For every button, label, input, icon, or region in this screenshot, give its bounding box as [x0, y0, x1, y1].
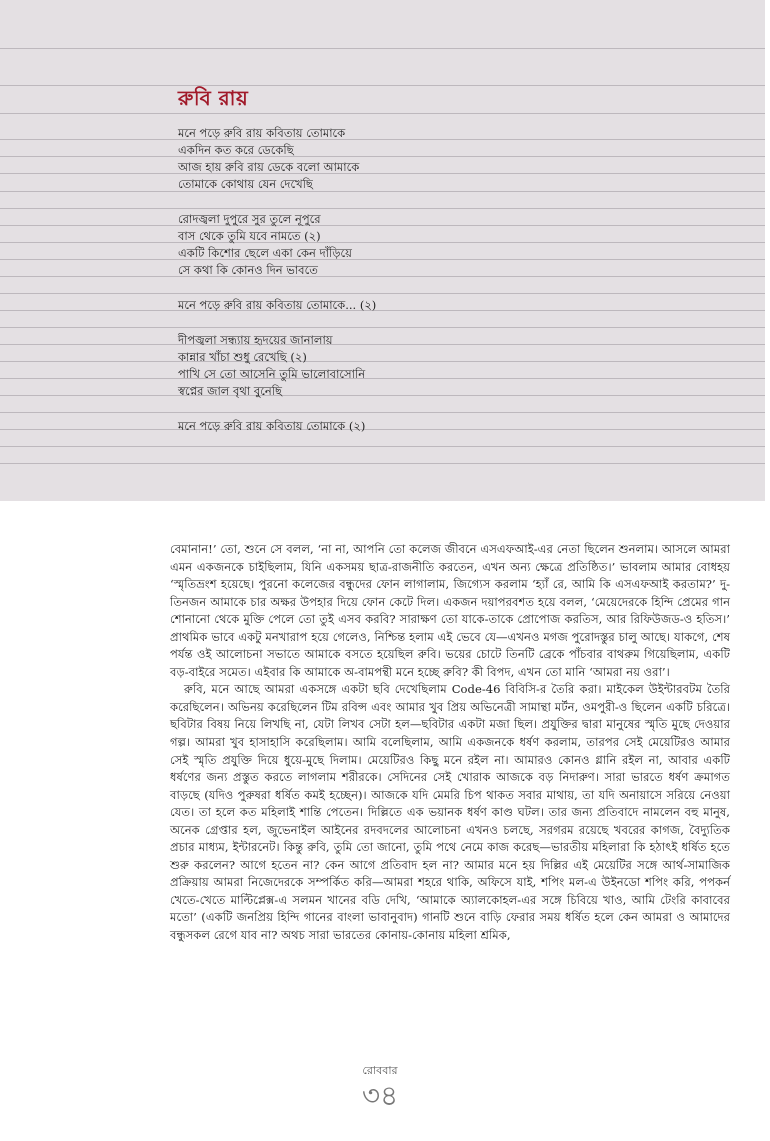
article-paragraph: বেমানান!’ তো, শুনে সে বলল, ‘না না, আপনি তো কলেজ জীবনে এসএফআই-এর নেতা ছিলেন শুনলাম। আসলে আমরা এমন একজনকে চাইছিলাম, যিনি একসময় ছাত্র-রাজনীতি করতেন, এখন অন্য ক্ষেত্রে প্রতিষ্ঠিত।’ ভাবলাম আমার বোধহয় ‘স্মৃতিভ্রংশ হয়েছে। পুরনো কলেজের বন্ধুদের ফোন লাগালাম, জিগ্যেস করলাম ‘হ্যাঁ রে, আমি কি এসএফআই করতাম?’ দু-তিনজন আমাকে চার অক্ষর উপহার দিয়ে ফোন কেটে দিল। একজন দয়াপরবশত হয়ে বলল, ‘মেয়েদেরকে হিন্দি প্রেমের গান শোনানো থেকে মুক্তি পেলে তো তুই এসব করবি? সারাক্ষণ তো যাকে-তাকে প্রোপোজ করতিস, আর রিফিউজড-ও হতিস।’ প্রাথমিক ভাবে একটু মনখারাপ হয়ে গেলেও, নিশ্চিন্ত হলাম এই ভেবে যে—এখনও মগজ পুরোদস্তুর চালু আছে। যাকগে, শেষ পর্যন্ত ওই আলোচনা সভাতে আমাকে বসতে হয়েছিল রুবি। ভয়ের চোটে তিনটি ব্রেকে পাঁচবার বাথরুম গিয়েছিলাম, একটি বড়-বাইরে সমেত। এইবার কি আমাকে অ-বামপন্থী মনে হচ্ছে রুবি? কী বিপদ, এখন তো মানি ‘আমরা নয় ওরা’। — [170, 542, 730, 679]
poem-line: পাখি সে তো আসেনি তুমি ভালোবাসোনি — [178, 367, 366, 381]
poem-line: স্বপ্নের জাল বৃথা বুনেছি — [178, 384, 282, 398]
poem-title: রুবি রায় — [178, 86, 249, 110]
ruled-line — [0, 48, 765, 49]
magazine-name: রোববার — [362, 1064, 398, 1077]
poem-stanza — [178, 418, 738, 435]
poem-line: মনে পড়ে রুবি রায় কবিতায় তোমাকে — [178, 126, 346, 140]
poem-body — [178, 125, 738, 453]
article-body — [170, 541, 730, 945]
ruled-line — [0, 113, 765, 114]
poem-stanza — [178, 125, 738, 193]
poem-stanza — [178, 211, 738, 279]
ruled-line — [0, 85, 765, 86]
article-paragraph: রুবি, মনে আছে আমরা একসঙ্গে একটা ছবি দেখেছিলাম Code-46 বিবিসি-র তৈরি করা। মাইকেল উইন্টারবটম তৈরি করেছিলেন। অভিনয় করেছিলেন টিম রবিন্স এবং আমার খুব প্রিয় অভিনেত্রী সামান্থা মর্টন, ওমপুরী-ও ছিলেন একটি চরিত্রে। ছবিটার বিষয় নিয়ে লিখছি না, যেটা লিখব সেটা হল—ছবিটার একটা মজা ছিল। প্রযুক্তির দ্বারা মানুষের স্মৃতি মুছে দেওয়ার গল্প। আমরা খুব হাসাহাসি করেছিলাম। আমি বলেছিলাম, আমি একজনকে ধর্ষণ করলাম, তারপর সেই মেয়েটিরও আমার সেই স্মৃতি প্রযুক্তি দিয়ে ধুয়ে-মুছে দিলাম। মেয়েটিরও কিছু মনে রইল না। আমারও কোনও গ্লানি রইল না, আবার একটি ধর্ষণের জন্য প্রস্তুত করতে লাগলাম শরীরকে। সেদিনের সেই খোরাক আজকে বড় নিদারুণ। সারা ভারতে ধর্ষণ ক্রমাগত বাড়ছে (যদিও পুরুষরা ধর্ষিত কমই হচ্ছেন)। আজকে যদি মেমরি চিপ থাকত সবার মাথায়, তা যদি অনায়াসে সরিয়ে নেওয়া যেত। তা হলে কত মহিলাই শান্তি পেতেন। দিল্লিতে এক ভয়ানক ধর্ষণ কাণ্ড ঘটল। তার জন্য প্রতিবাদে নামলেন বহু মানুষ, অনেক গ্রেপ্তার হল, জুভেনাইল আইনের রদবদলের আলোচনা এখনও চলছে, সরগরম রয়েছে খবরের কাগজ, বৈদ্যুতিক প্রচার মাধ্যম, ইন্টারনেট। কিন্তু রুবি, তুমি তো জানো, তুমি পথে নেমে কাজ করেছ—ভারতীয় মহিলারা কি হঠাৎই ধর্ষিত হতে শুরু করলেন? আগে হতেন না? কেন আগে প্রতিবাদ হল না? আমার মনে হয় দিল্লির এই মেয়েটির সঙ্গে আর্থ-সামাজিক প্রক্রিয়ায় আমরা নিজেদেরকে সম্পর্কিত করি—আমরা শহরে থাকি, অফিসে যাই, শপিং মল-এ উইনডো শপিং করি, পপকর্ন খেতে-খেতে মাল্টিপ্লেক্স-এ সলমন খানের বডি দেখি, ‘আমাকে অ্যালকোহল-এর সঙ্গে চিবিয়ে খাও, আমি টেংরি কাবাবের মতো’ (একটি জনপ্রিয় হিন্দি গানের বাংলা ভাবানুবাদ) গানটি শুনে বাড়ি ফেরার সময় ধর্ষিত হলে কেন আমরা ও আমাদের বন্ধুসকল রেগে যাব না? অথচ সারা ভারতের কোনায়-কোনায় মহিলা শ্রমিক, — [170, 682, 730, 943]
page-footer — [330, 1062, 430, 1111]
poem-line: কান্নার খাঁচা শুধু রেখেছি (২) — [178, 350, 307, 364]
poem-line: বাস থেকে তুমি যবে নামতে (২) — [178, 229, 321, 243]
poem-refrain: মনে পড়ে রুবি রায় কবিতায় তোমাকে... (২) — [178, 298, 377, 312]
poem-stanza — [178, 297, 738, 314]
poem-line: তোমাকে কোথায় যেন দেখেছি — [178, 177, 313, 191]
page-number: ৩৪ — [361, 1079, 399, 1112]
ruled-line — [0, 463, 765, 464]
poem-line: একটি কিশোর ছেলে একা কেন দাঁড়িয়ে — [178, 246, 352, 260]
poem-refrain: মনে পড়ে রুবি রায় কবিতায় তোমাকে (২) — [178, 419, 366, 433]
poem-line: রোদজ্বলা দুপুরে সুর তুলে নূপুরে — [178, 212, 321, 226]
poem-panel — [0, 0, 765, 501]
poem-line: দীপজ্বলা সন্ধ্যায় হৃদয়ের জানালায় — [178, 333, 333, 347]
poem-line: একদিন কত করে ডেকেছি — [178, 143, 294, 157]
poem-line: আজ হায় রুবি রায় ডেকে বলো আমাকে — [178, 160, 360, 174]
poem-stanza — [178, 332, 738, 400]
poem-line: সে কথা কি কোনও দিন ভাবতে — [178, 263, 318, 277]
